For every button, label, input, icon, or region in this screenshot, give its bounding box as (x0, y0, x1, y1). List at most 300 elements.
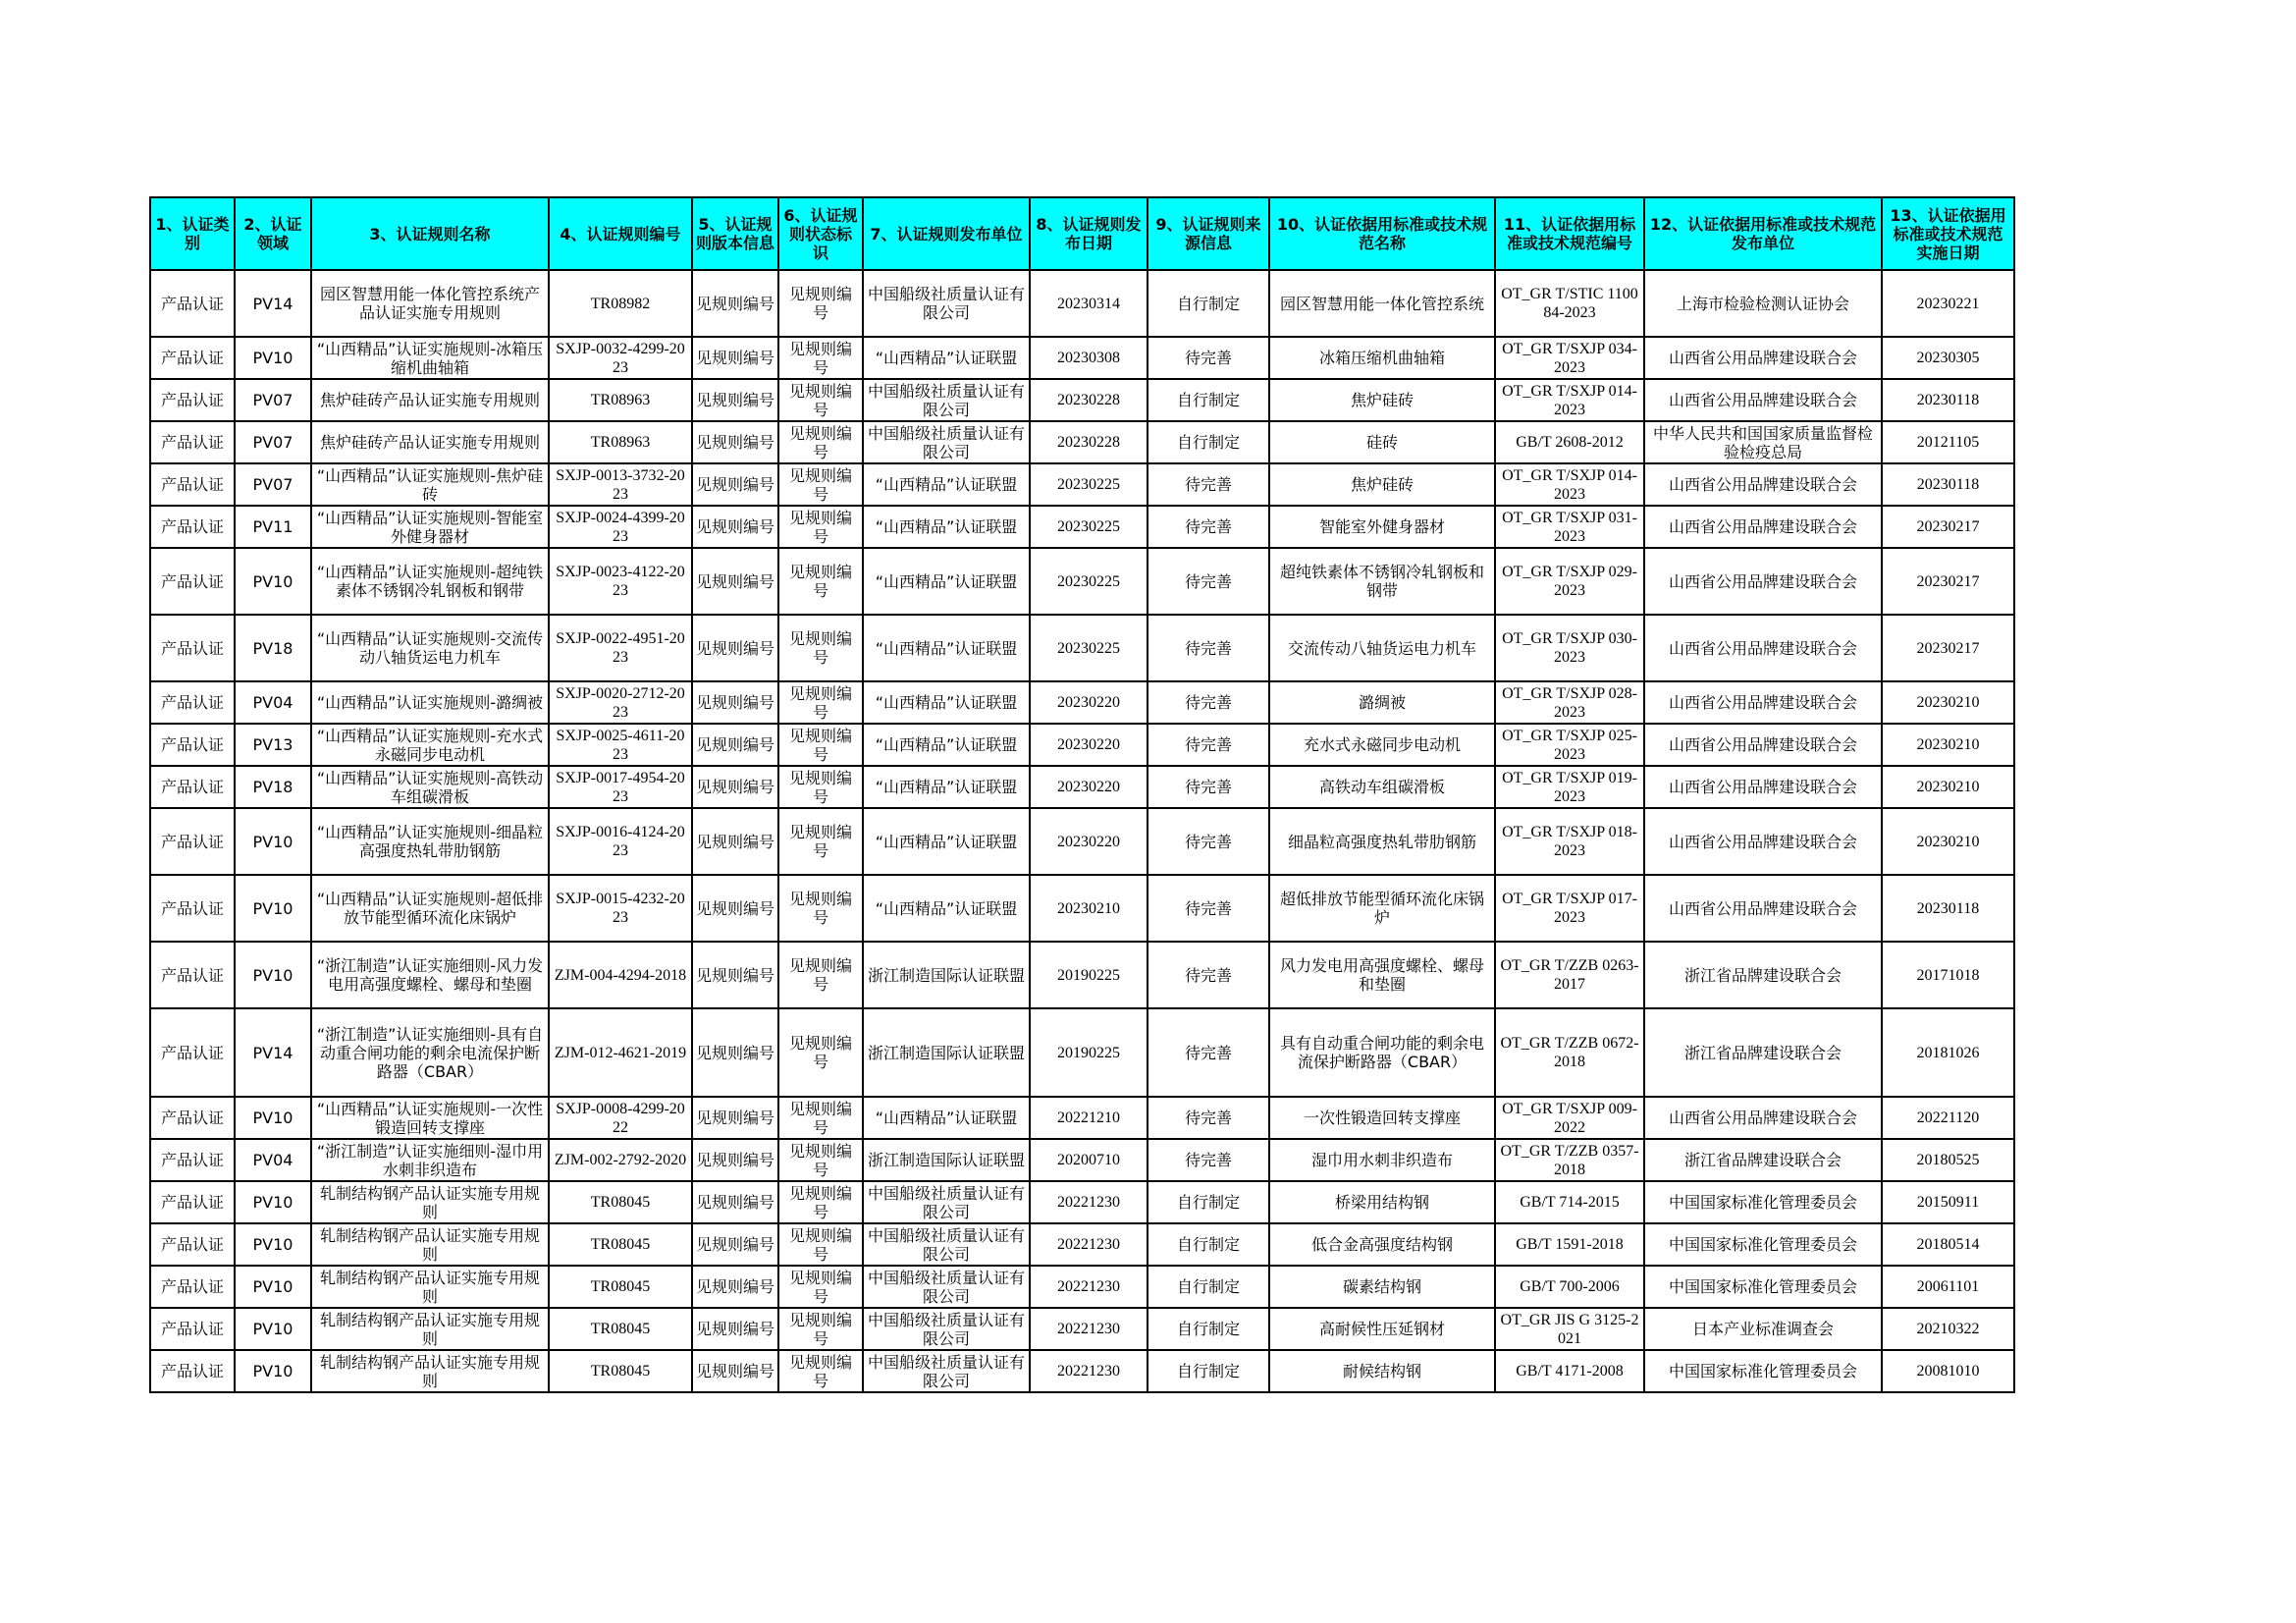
cell-text: “山西精品”认证实施规则-焦炉硅砖 (316, 465, 544, 504)
table-cell-col-7 (863, 615, 1030, 681)
table-cell-col-5 (692, 506, 778, 548)
cell-text: 中国船级社质量认证有限公司 (867, 285, 1025, 322)
table-cell-col-2 (235, 615, 311, 681)
cell-text: 20230225 (1057, 572, 1120, 590)
cell-text: 山西省公用品牌建设联合会 (1668, 475, 1857, 494)
cell-text: “浙江制造”认证实施细则-具有自动重合闸功能的剩余电流保护断路器（CBAR） (316, 1024, 544, 1081)
table-cell-col-6 (778, 1350, 863, 1392)
cell-text: 见规则编号 (788, 1034, 852, 1071)
table-cell-col-6 (778, 1097, 863, 1139)
cell-text: ZJM-004-4294-2018 (554, 966, 687, 984)
cell-text: 见规则编号 (696, 391, 774, 409)
cell-text: 中国国家标准化管理委员会 (1668, 1277, 1857, 1296)
table-cell-col-9 (1148, 1097, 1269, 1139)
table-row (150, 463, 2014, 506)
table-cell-col-4 (549, 379, 692, 421)
table-cell-col-11 (1495, 548, 1644, 615)
cell-text: 超纯铁素体不锈钢冷轧钢板和钢带 (1279, 563, 1484, 600)
table-cell-col-13 (1882, 724, 2014, 766)
cell-text: 产品认证 (160, 693, 224, 712)
table-cell-col-3 (311, 1008, 549, 1097)
table-cell-col-1 (150, 615, 235, 681)
table-cell-col-8 (1030, 615, 1148, 681)
cell-text: 产品认证 (160, 433, 224, 452)
table-cell-col-9 (1148, 875, 1269, 942)
table-cell-col-4 (549, 463, 692, 506)
table-cell-col-5 (692, 724, 778, 766)
cell-text: PV10 (252, 349, 294, 367)
cell-text: PV18 (252, 638, 294, 658)
column-header-13: 13、认证依据用标准或技术规范实施日期 (1882, 197, 2014, 270)
table-cell-col-13 (1882, 766, 2014, 808)
cell-text: 中国船级社质量认证有限公司 (867, 1352, 1025, 1390)
table-cell-col-4 (549, 875, 692, 942)
cell-text: 20081010 (1916, 1363, 1980, 1380)
table-cell-col-5 (692, 463, 778, 506)
cell-text: TR08045 (590, 1236, 651, 1253)
cell-text: 产品认证 (160, 832, 224, 851)
cell-text: “山西精品”认证联盟 (875, 571, 1018, 591)
table-cell-col-12 (1644, 1223, 1882, 1266)
table-cell-col-2 (235, 875, 311, 942)
cell-text: 待完善 (1184, 1109, 1232, 1127)
table-cell-col-5 (692, 1181, 778, 1223)
cell-text: 见规则编号 (788, 683, 852, 722)
cell-text: 焦炉硅砖产品认证实施专用规则 (319, 433, 540, 452)
cell-text: PV10 (252, 1320, 294, 1338)
table-cell-col-7 (863, 1181, 1030, 1223)
cell-text: 20190225 (1057, 966, 1120, 984)
cell-text: 焦炉硅砖 (1350, 475, 1414, 494)
cell-text: “山西精品”认证联盟 (875, 349, 1018, 367)
table-cell-col-5 (692, 1097, 778, 1139)
table-cell-col-2 (235, 1266, 311, 1308)
table-cell-col-7 (863, 463, 1030, 506)
table-cell-col-8 (1030, 548, 1148, 615)
table-cell-col-1 (150, 548, 235, 615)
table-cell-col-6 (778, 724, 863, 766)
table-cell-col-10 (1269, 379, 1495, 421)
cell-text: “山西精品”认证联盟 (875, 898, 1018, 918)
table-cell-col-3 (311, 270, 549, 337)
table-cell-col-11 (1495, 724, 1644, 766)
cell-text: 见规则编号 (788, 1310, 852, 1348)
cell-text: 上海市检验检测认证协会 (1676, 294, 1849, 313)
table-cell-col-3 (311, 1097, 549, 1139)
table-cell-col-13 (1882, 1008, 2014, 1097)
table-cell-col-1 (150, 808, 235, 875)
cell-text: 20230210 (1916, 694, 1980, 711)
cell-text: OT_GR T/ZZB 0672-2018 (1500, 1035, 1639, 1070)
cell-text: PV10 (252, 1193, 294, 1212)
cell-text: SXJP-0022-4951-2023 (556, 630, 685, 666)
table-cell-col-4 (549, 615, 692, 681)
cell-text: 见规则编号 (696, 1151, 774, 1169)
table-cell-col-8 (1030, 421, 1148, 463)
table-cell-col-6 (778, 766, 863, 808)
cell-text: GB/T 700-2006 (1520, 1278, 1620, 1295)
table-cell-col-3 (311, 681, 549, 724)
cell-text: 见规则编号 (696, 1043, 774, 1062)
cell-text: OT_GR T/SXJP 017-2023 (1502, 891, 1637, 926)
cell-text: PV10 (252, 1109, 294, 1127)
table-cell-col-9 (1148, 681, 1269, 724)
table-cell-col-10 (1269, 1308, 1495, 1350)
table-cell-col-3 (311, 1350, 549, 1392)
table-cell-col-10 (1269, 1181, 1495, 1223)
table-cell-col-4 (549, 1139, 692, 1181)
table-cell-col-7 (863, 681, 1030, 724)
table-cell-col-2 (235, 379, 311, 421)
cell-text: 20210322 (1916, 1321, 1980, 1337)
table-cell-col-5 (692, 1266, 778, 1308)
table-row (150, 1139, 2014, 1181)
table-cell-col-5 (692, 337, 778, 379)
cell-text: 中国国家标准化管理委员会 (1668, 1235, 1857, 1254)
table-cell-col-9 (1148, 506, 1269, 548)
cell-text: OT_GR JIS G 3125-2021 (1500, 1311, 1639, 1347)
cell-text: 山西省公用品牌建设联合会 (1668, 1109, 1857, 1127)
cell-text: ZJM-012-4621-2019 (554, 1044, 687, 1061)
table-cell-col-9 (1148, 724, 1269, 766)
cell-text: 产品认证 (160, 1235, 224, 1254)
table-cell-col-4 (549, 681, 692, 724)
table-cell-col-4 (549, 724, 692, 766)
table-cell-col-11 (1495, 1181, 1644, 1223)
cell-text: TR08045 (590, 1321, 651, 1337)
cell-text: 见规则编号 (788, 768, 852, 806)
cell-text: OT_GR T/SXJP 018-2023 (1502, 824, 1637, 859)
table-cell-col-5 (692, 548, 778, 615)
table-row (150, 270, 2014, 337)
cell-text: 20230220 (1057, 694, 1120, 711)
table-cell-col-5 (692, 270, 778, 337)
cell-text: 20200710 (1057, 1152, 1120, 1168)
table-cell-col-1 (150, 766, 235, 808)
table-cell-col-12 (1644, 463, 1882, 506)
table-cell-col-6 (778, 1308, 863, 1350)
cell-text: 日本产业标准调查会 (1691, 1320, 1834, 1338)
cell-text: GB/T 2608-2012 (1516, 434, 1624, 451)
cell-text: OT_GR T/SXJP 030-2023 (1502, 630, 1637, 666)
table-cell-col-2 (235, 942, 311, 1008)
cell-text: 见规则编号 (788, 1141, 852, 1179)
table-cell-col-12 (1644, 1097, 1882, 1139)
table-cell-col-3 (311, 808, 549, 875)
table-cell-col-13 (1882, 337, 2014, 379)
table-cell-col-5 (692, 681, 778, 724)
cell-text: 产品认证 (160, 391, 224, 409)
column-header-5: 5、认证规则版本信息 (692, 197, 778, 270)
table-cell-col-1 (150, 1181, 235, 1223)
table-cell-col-4 (549, 506, 692, 548)
table-cell-col-8 (1030, 1350, 1148, 1392)
table-cell-col-6 (778, 463, 863, 506)
cell-text: 20121105 (1916, 434, 1980, 451)
cell-text: PV04 (252, 1151, 294, 1169)
cell-text: OT_GR T/ZZB 0357-2018 (1500, 1142, 1639, 1178)
table-cell-col-7 (863, 808, 1030, 875)
table-cell-col-8 (1030, 766, 1148, 808)
table-cell-col-6 (778, 1223, 863, 1266)
table-cell-col-10 (1269, 421, 1495, 463)
table-cell-col-8 (1030, 1008, 1148, 1097)
table-cell-col-10 (1269, 1266, 1495, 1308)
table-cell-col-1 (150, 875, 235, 942)
table-row (150, 1181, 2014, 1223)
table-cell-col-5 (692, 421, 778, 463)
cell-text: 产品认证 (160, 965, 224, 985)
table-cell-col-6 (778, 421, 863, 463)
cell-text: 自行制定 (1176, 1193, 1240, 1212)
cell-text: 20230225 (1057, 476, 1120, 493)
cell-text: 产品认证 (160, 898, 224, 918)
table-cell-col-10 (1269, 548, 1495, 615)
cell-text: 待完善 (1184, 1151, 1232, 1169)
table-cell-col-5 (692, 1350, 778, 1392)
table-cell-col-13 (1882, 942, 2014, 1008)
cell-text: 待完善 (1184, 778, 1232, 796)
cell-text: 见规则编号 (696, 735, 774, 754)
table-cell-col-9 (1148, 808, 1269, 875)
table-cell-col-11 (1495, 875, 1644, 942)
cell-text: 产品认证 (160, 475, 224, 494)
table-cell-col-13 (1882, 1223, 2014, 1266)
table-cell-col-1 (150, 681, 235, 724)
table-cell-col-7 (863, 548, 1030, 615)
cell-text: 20230228 (1057, 392, 1120, 408)
cell-text: 产品认证 (160, 638, 224, 658)
cell-text: PV13 (252, 735, 294, 754)
cell-text: 碳素结构钢 (1342, 1277, 1421, 1296)
cell-text: 20181026 (1916, 1044, 1980, 1061)
cell-text: 自行制定 (1176, 391, 1240, 409)
cell-text: “山西精品”认证实施规则-一次性锻造回转支撑座 (316, 1099, 544, 1137)
table-row (150, 1097, 2014, 1139)
table-cell-col-9 (1148, 270, 1269, 337)
cell-text: 20061101 (1916, 1278, 1980, 1295)
table-cell-col-3 (311, 548, 549, 615)
table-cell-col-2 (235, 1139, 311, 1181)
cell-text: 20230217 (1916, 518, 1980, 535)
table-cell-col-5 (692, 1308, 778, 1350)
cell-text: 山西省公用品牌建设联合会 (1668, 735, 1857, 754)
table-cell-col-8 (1030, 506, 1148, 548)
table-cell-col-1 (150, 1350, 235, 1392)
table-cell-col-4 (549, 1350, 692, 1392)
cell-text: 中国船级社质量认证有限公司 (867, 1268, 1025, 1306)
cell-text: 20180525 (1916, 1152, 1980, 1168)
table-cell-col-9 (1148, 379, 1269, 421)
table-cell-col-13 (1882, 1266, 2014, 1308)
table-cell-col-11 (1495, 1139, 1644, 1181)
cell-text: 轧制结构钢产品认证实施专用规则 (319, 1310, 540, 1348)
table-cell-col-1 (150, 1008, 235, 1097)
table-cell-col-13 (1882, 1350, 2014, 1392)
table-cell-col-8 (1030, 379, 1148, 421)
cell-text: 冰箱压缩机曲轴箱 (1318, 349, 1445, 367)
cell-text: 具有自动重合闸功能的剩余电流保护断路器（CBAR） (1279, 1034, 1484, 1071)
table-cell-col-2 (235, 270, 311, 337)
cell-text: 待完善 (1184, 571, 1232, 591)
cell-text: PV10 (252, 832, 294, 851)
cell-text: 见规则编号 (788, 339, 852, 377)
table-cell-col-12 (1644, 615, 1882, 681)
cell-text: 产品认证 (160, 294, 224, 313)
table-cell-col-13 (1882, 463, 2014, 506)
cell-text: 见规则编号 (788, 1268, 852, 1306)
cell-text: 轧制结构钢产品认证实施专用规则 (319, 1225, 540, 1264)
table-cell-col-9 (1148, 615, 1269, 681)
cell-text: 中国国家标准化管理委员会 (1668, 1362, 1857, 1380)
table-cell-col-7 (863, 270, 1030, 337)
cell-text: 20230314 (1057, 295, 1120, 312)
table-cell-col-9 (1148, 1308, 1269, 1350)
cell-text: 20230221 (1916, 295, 1980, 312)
table-cell-col-1 (150, 942, 235, 1008)
cell-text: 20221230 (1057, 1363, 1120, 1380)
cell-text: 20230210 (1916, 779, 1980, 795)
cell-text: 20190225 (1057, 1044, 1120, 1061)
cell-text: 见规则编号 (696, 571, 774, 591)
cell-text: GB/T 4171-2008 (1516, 1363, 1624, 1380)
cell-text: 20230210 (1916, 833, 1980, 850)
cell-text: “山西精品”认证实施规则-交流传动八轴货运电力机车 (316, 629, 544, 667)
cell-text: 待完善 (1184, 735, 1232, 754)
cell-text: 见规则编号 (696, 638, 774, 658)
table-cell-col-11 (1495, 808, 1644, 875)
table-cell-col-11 (1495, 337, 1644, 379)
cell-text: “山西精品”认证实施规则-充水式永磁同步电动机 (316, 726, 544, 764)
cell-text: SXJP-0032-4299-2023 (556, 340, 685, 376)
cell-text: 20230118 (1916, 899, 1980, 917)
cell-text: 见规则编号 (788, 1225, 852, 1264)
cell-text: SXJP-0025-4611-2023 (556, 727, 685, 763)
cell-text: 产品认证 (160, 1320, 224, 1338)
table-cell-col-10 (1269, 875, 1495, 942)
cell-text: 山西省公用品牌建设联合会 (1668, 349, 1857, 367)
table-cell-col-7 (863, 337, 1030, 379)
cell-text: 20230118 (1916, 392, 1980, 408)
table-cell-col-10 (1269, 337, 1495, 379)
table-cell-col-8 (1030, 808, 1148, 875)
cell-text: 待完善 (1184, 898, 1232, 918)
cell-text: 见规则编号 (696, 898, 774, 918)
cell-text: 超低排放节能型循环流化床锅炉 (1279, 890, 1484, 927)
table-cell-col-2 (235, 1308, 311, 1350)
table-cell-col-4 (549, 808, 692, 875)
cell-text: 20230228 (1057, 434, 1120, 451)
table-row (150, 1266, 2014, 1308)
cell-text: OT_GR T/SXJP 031-2023 (1502, 509, 1637, 545)
table-cell-col-3 (311, 1181, 549, 1223)
table-cell-col-2 (235, 1223, 311, 1266)
table-cell-col-2 (235, 506, 311, 548)
table-cell-col-11 (1495, 270, 1644, 337)
table-cell-col-7 (863, 379, 1030, 421)
table-cell-col-9 (1148, 1223, 1269, 1266)
table-cell-col-11 (1495, 681, 1644, 724)
cell-text: 产品认证 (160, 778, 224, 796)
cell-text: 20230305 (1916, 350, 1980, 366)
table-cell-col-9 (1148, 421, 1269, 463)
cell-text: PV11 (252, 517, 294, 536)
column-header-2: 2、认证领域 (235, 197, 311, 270)
table-cell-col-6 (778, 379, 863, 421)
table-cell-col-8 (1030, 1223, 1148, 1266)
cell-text: 山西省公用品牌建设联合会 (1668, 832, 1857, 851)
table-cell-col-3 (311, 337, 549, 379)
cell-text: PV07 (252, 433, 294, 452)
table-cell-col-2 (235, 1181, 311, 1223)
table-cell-col-9 (1148, 337, 1269, 379)
cell-text: 20171018 (1916, 966, 1980, 984)
table-cell-col-12 (1644, 548, 1882, 615)
cell-text: 山西省公用品牌建设联合会 (1668, 898, 1857, 918)
table-cell-col-3 (311, 1266, 549, 1308)
cell-text: TR08963 (590, 434, 651, 451)
cell-text: 见规则编号 (788, 1183, 852, 1221)
table-cell-col-4 (549, 1223, 692, 1266)
cell-text: “山西精品”认证联盟 (875, 778, 1018, 796)
table-cell-col-11 (1495, 506, 1644, 548)
cell-text: 自行制定 (1176, 433, 1240, 452)
table-cell-col-9 (1148, 942, 1269, 1008)
table-cell-col-8 (1030, 270, 1148, 337)
cell-text: 待完善 (1184, 1043, 1232, 1062)
cell-text: TR08045 (590, 1194, 651, 1211)
table-cell-col-11 (1495, 1223, 1644, 1266)
table-cell-col-4 (549, 1266, 692, 1308)
cell-text: 20150911 (1916, 1194, 1980, 1211)
table-cell-col-3 (311, 724, 549, 766)
table-row (150, 875, 2014, 942)
cell-text: PV10 (252, 571, 294, 591)
cell-text: 见规则编号 (696, 475, 774, 494)
table-cell-col-12 (1644, 270, 1882, 337)
table-cell-col-3 (311, 506, 549, 548)
table-cell-col-1 (150, 1308, 235, 1350)
cell-text: 产品认证 (160, 1109, 224, 1127)
column-header-10: 10、认证依据用标准或技术规范名称 (1269, 197, 1495, 270)
cell-text: PV10 (252, 1235, 294, 1254)
cell-text: PV14 (252, 1043, 294, 1062)
table-cell-col-7 (863, 1097, 1030, 1139)
table-cell-col-12 (1644, 1350, 1882, 1392)
cell-text: 20230225 (1057, 639, 1120, 657)
table-cell-col-6 (778, 942, 863, 1008)
table-cell-col-12 (1644, 766, 1882, 808)
table-cell-col-12 (1644, 942, 1882, 1008)
cell-text: 高铁动车组碳滑板 (1318, 778, 1445, 796)
table-cell-col-4 (549, 270, 692, 337)
cell-text: SXJP-0024-4399-2023 (556, 509, 685, 545)
table-cell-col-12 (1644, 337, 1882, 379)
cell-text: PV10 (252, 965, 294, 985)
cell-text: 见规则编号 (788, 285, 852, 322)
table-cell-col-12 (1644, 379, 1882, 421)
cell-text: 山西省公用品牌建设联合会 (1668, 693, 1857, 712)
cell-text: 轧制结构钢产品认证实施专用规则 (319, 1183, 540, 1221)
cell-text: 交流传动八轴货运电力机车 (1287, 638, 1476, 658)
table-cell-col-3 (311, 1223, 549, 1266)
table-cell-col-10 (1269, 1350, 1495, 1392)
table-cell-col-5 (692, 808, 778, 875)
cell-text: 20230220 (1057, 833, 1120, 850)
table-cell-col-8 (1030, 463, 1148, 506)
cell-text: 产品认证 (160, 571, 224, 591)
table-cell-col-13 (1882, 1308, 2014, 1350)
